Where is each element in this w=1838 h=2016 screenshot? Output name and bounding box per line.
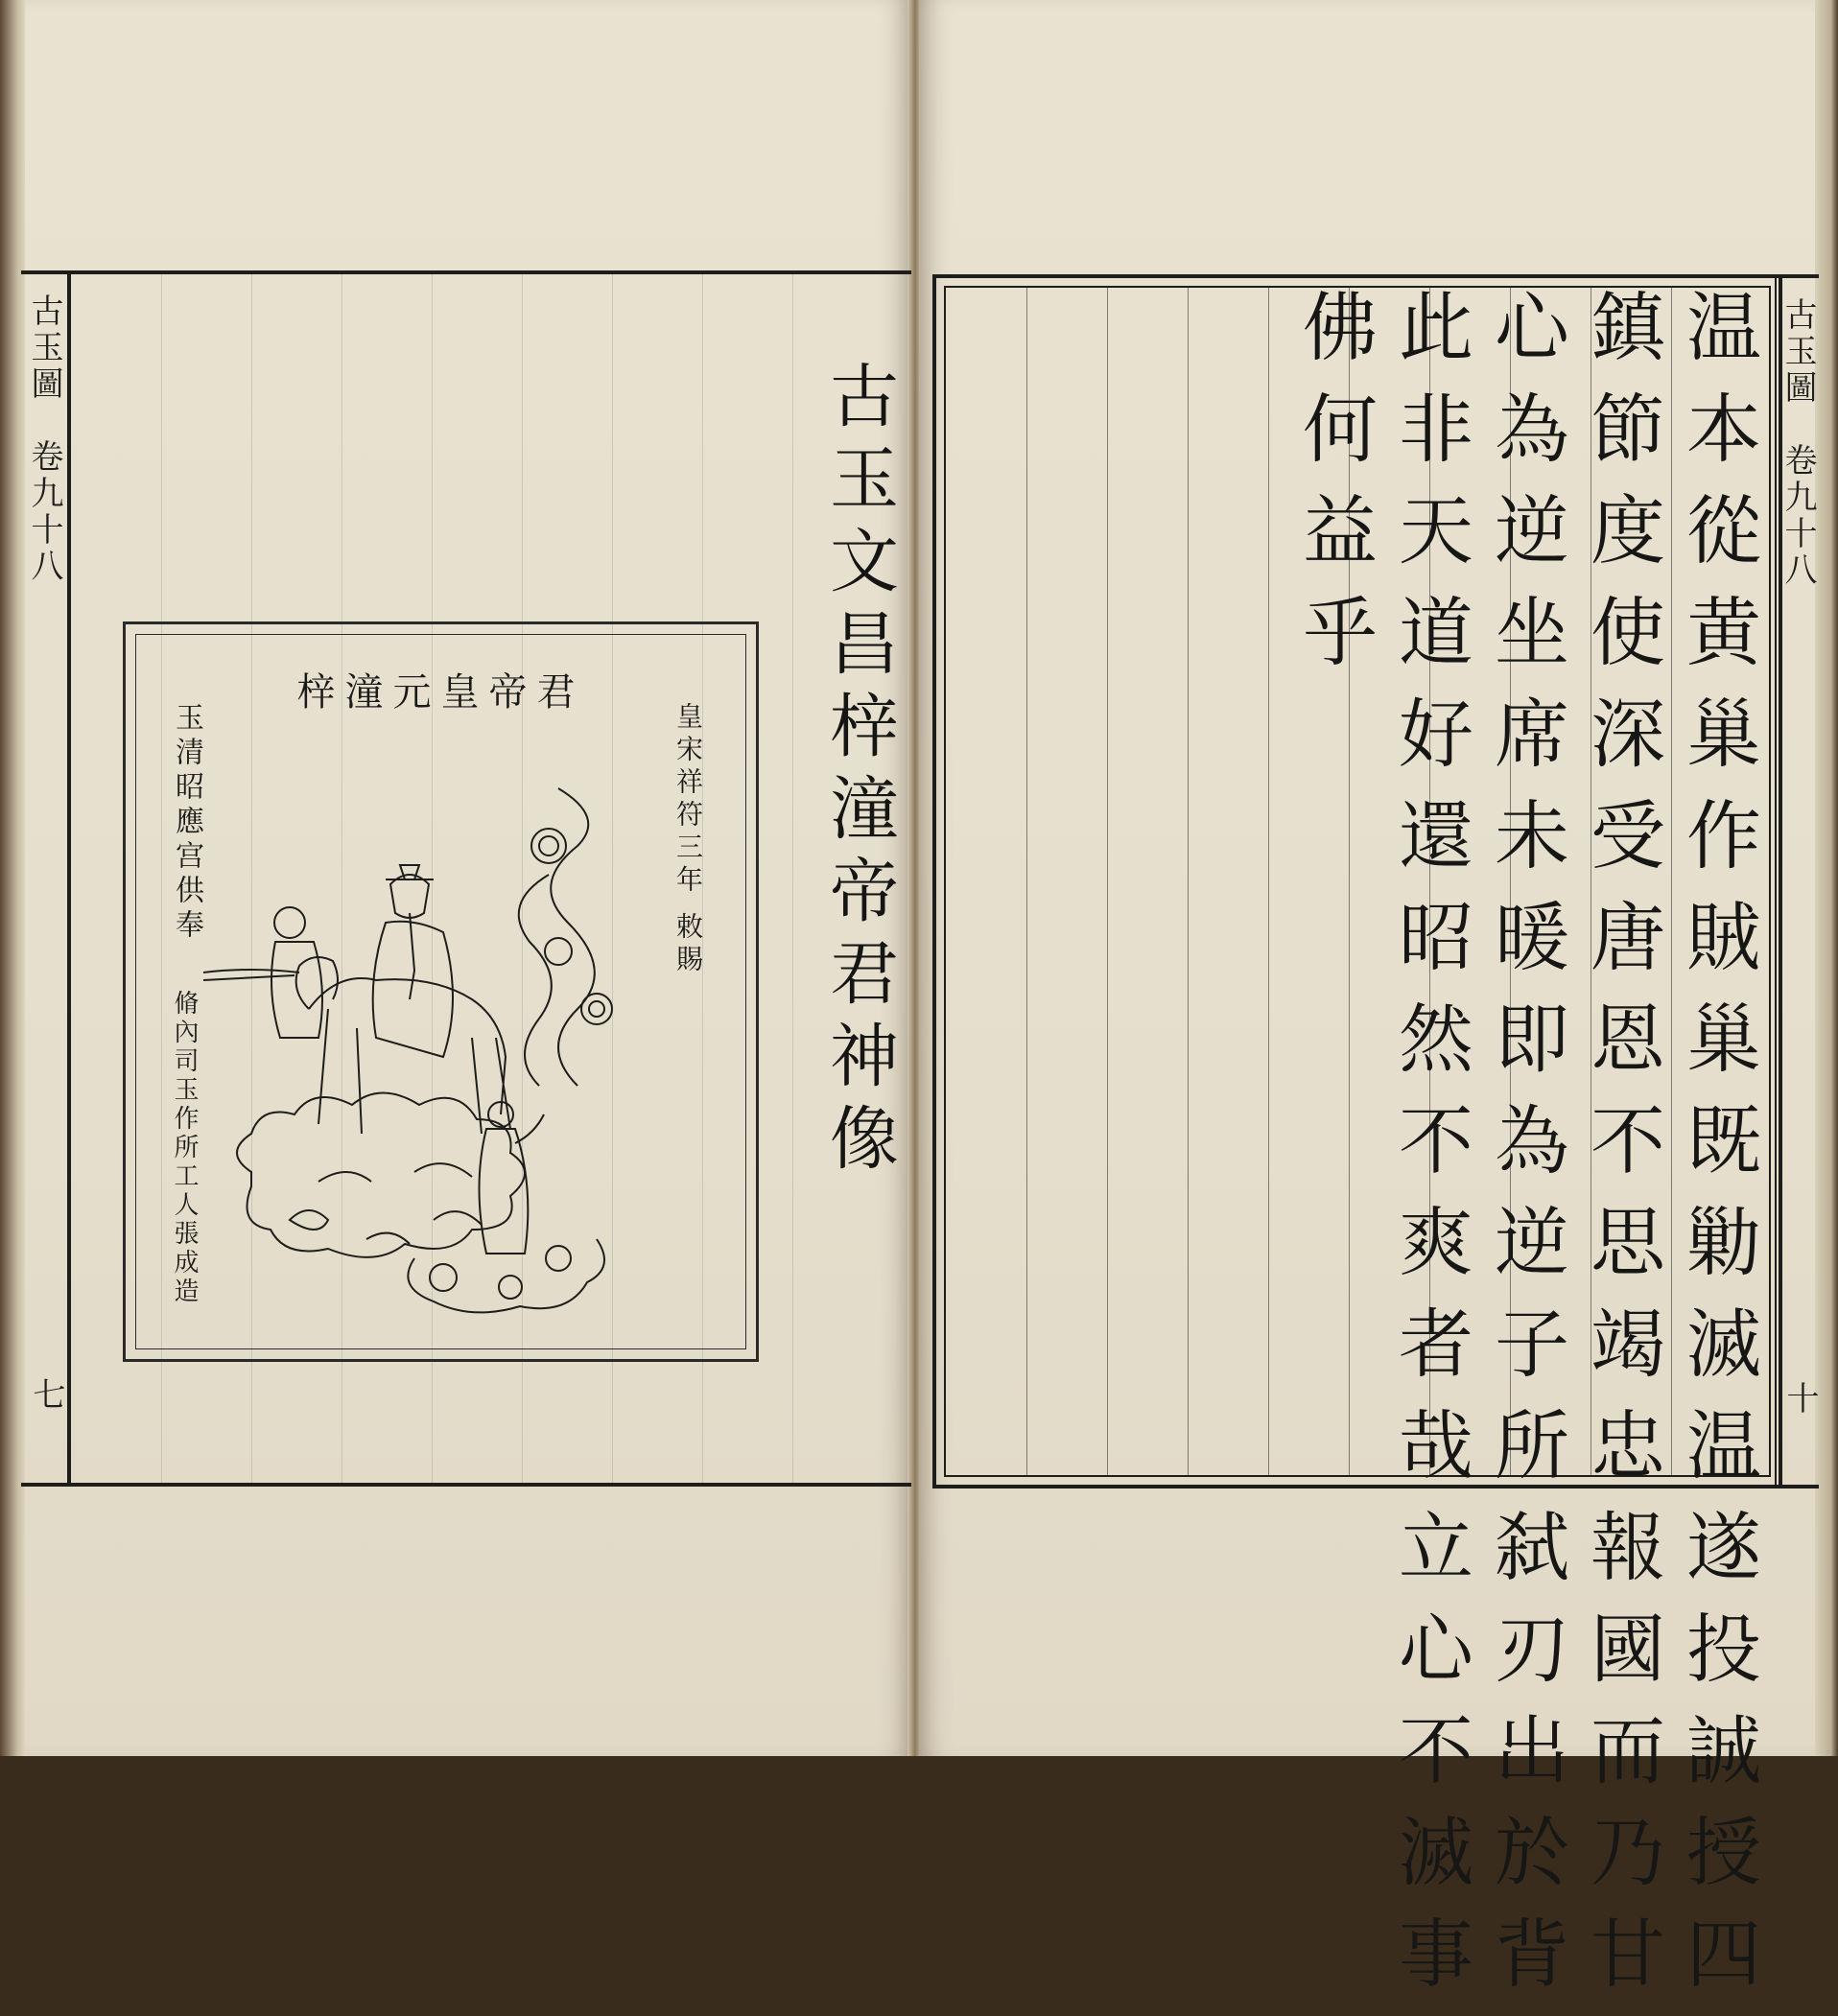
- text-column-4: 此非天道好還昭然不爽者哉立心不滅事: [1386, 288, 1473, 2016]
- illustration-caption-left-2: 脩內司玉作所工人張成造: [170, 990, 199, 1306]
- deity-figures-illustration: [194, 721, 693, 1335]
- text-column-3: 心為逆坐席未暖即為逆子所弑刃出於背: [1482, 288, 1568, 2016]
- illustration-inner-frame: [135, 634, 746, 1349]
- text-column-5: 佛何益乎: [1290, 288, 1377, 694]
- right-bank-text: 古玉圖 卷九十八: [1779, 297, 1817, 589]
- illustration-frame: [123, 621, 759, 1362]
- left-page-number: 七: [27, 1377, 65, 1414]
- text-column-1: 温本從黄巢作賊巢既勦滅温遂投誠授四: [1674, 288, 1760, 2016]
- left-bank: [21, 270, 69, 1487]
- illustration-caption-right: 皇宋祥符三年 敕賜: [672, 702, 704, 977]
- left-bank-text: 古玉圖 卷九十八: [25, 293, 63, 585]
- right-page-number: 十: [1780, 1381, 1819, 1418]
- right-bank: [1775, 274, 1819, 1489]
- illustration-caption-title: 梓潼元皇帝君: [296, 670, 585, 715]
- illustration-caption-left-1: 玉清昭應宫供奉: [170, 702, 203, 944]
- image-title: 古玉文昌梓潼帝君神像: [818, 360, 899, 1184]
- text-column-2: 鎮節度使深受唐恩不思竭忠報國而乃甘: [1578, 288, 1664, 2016]
